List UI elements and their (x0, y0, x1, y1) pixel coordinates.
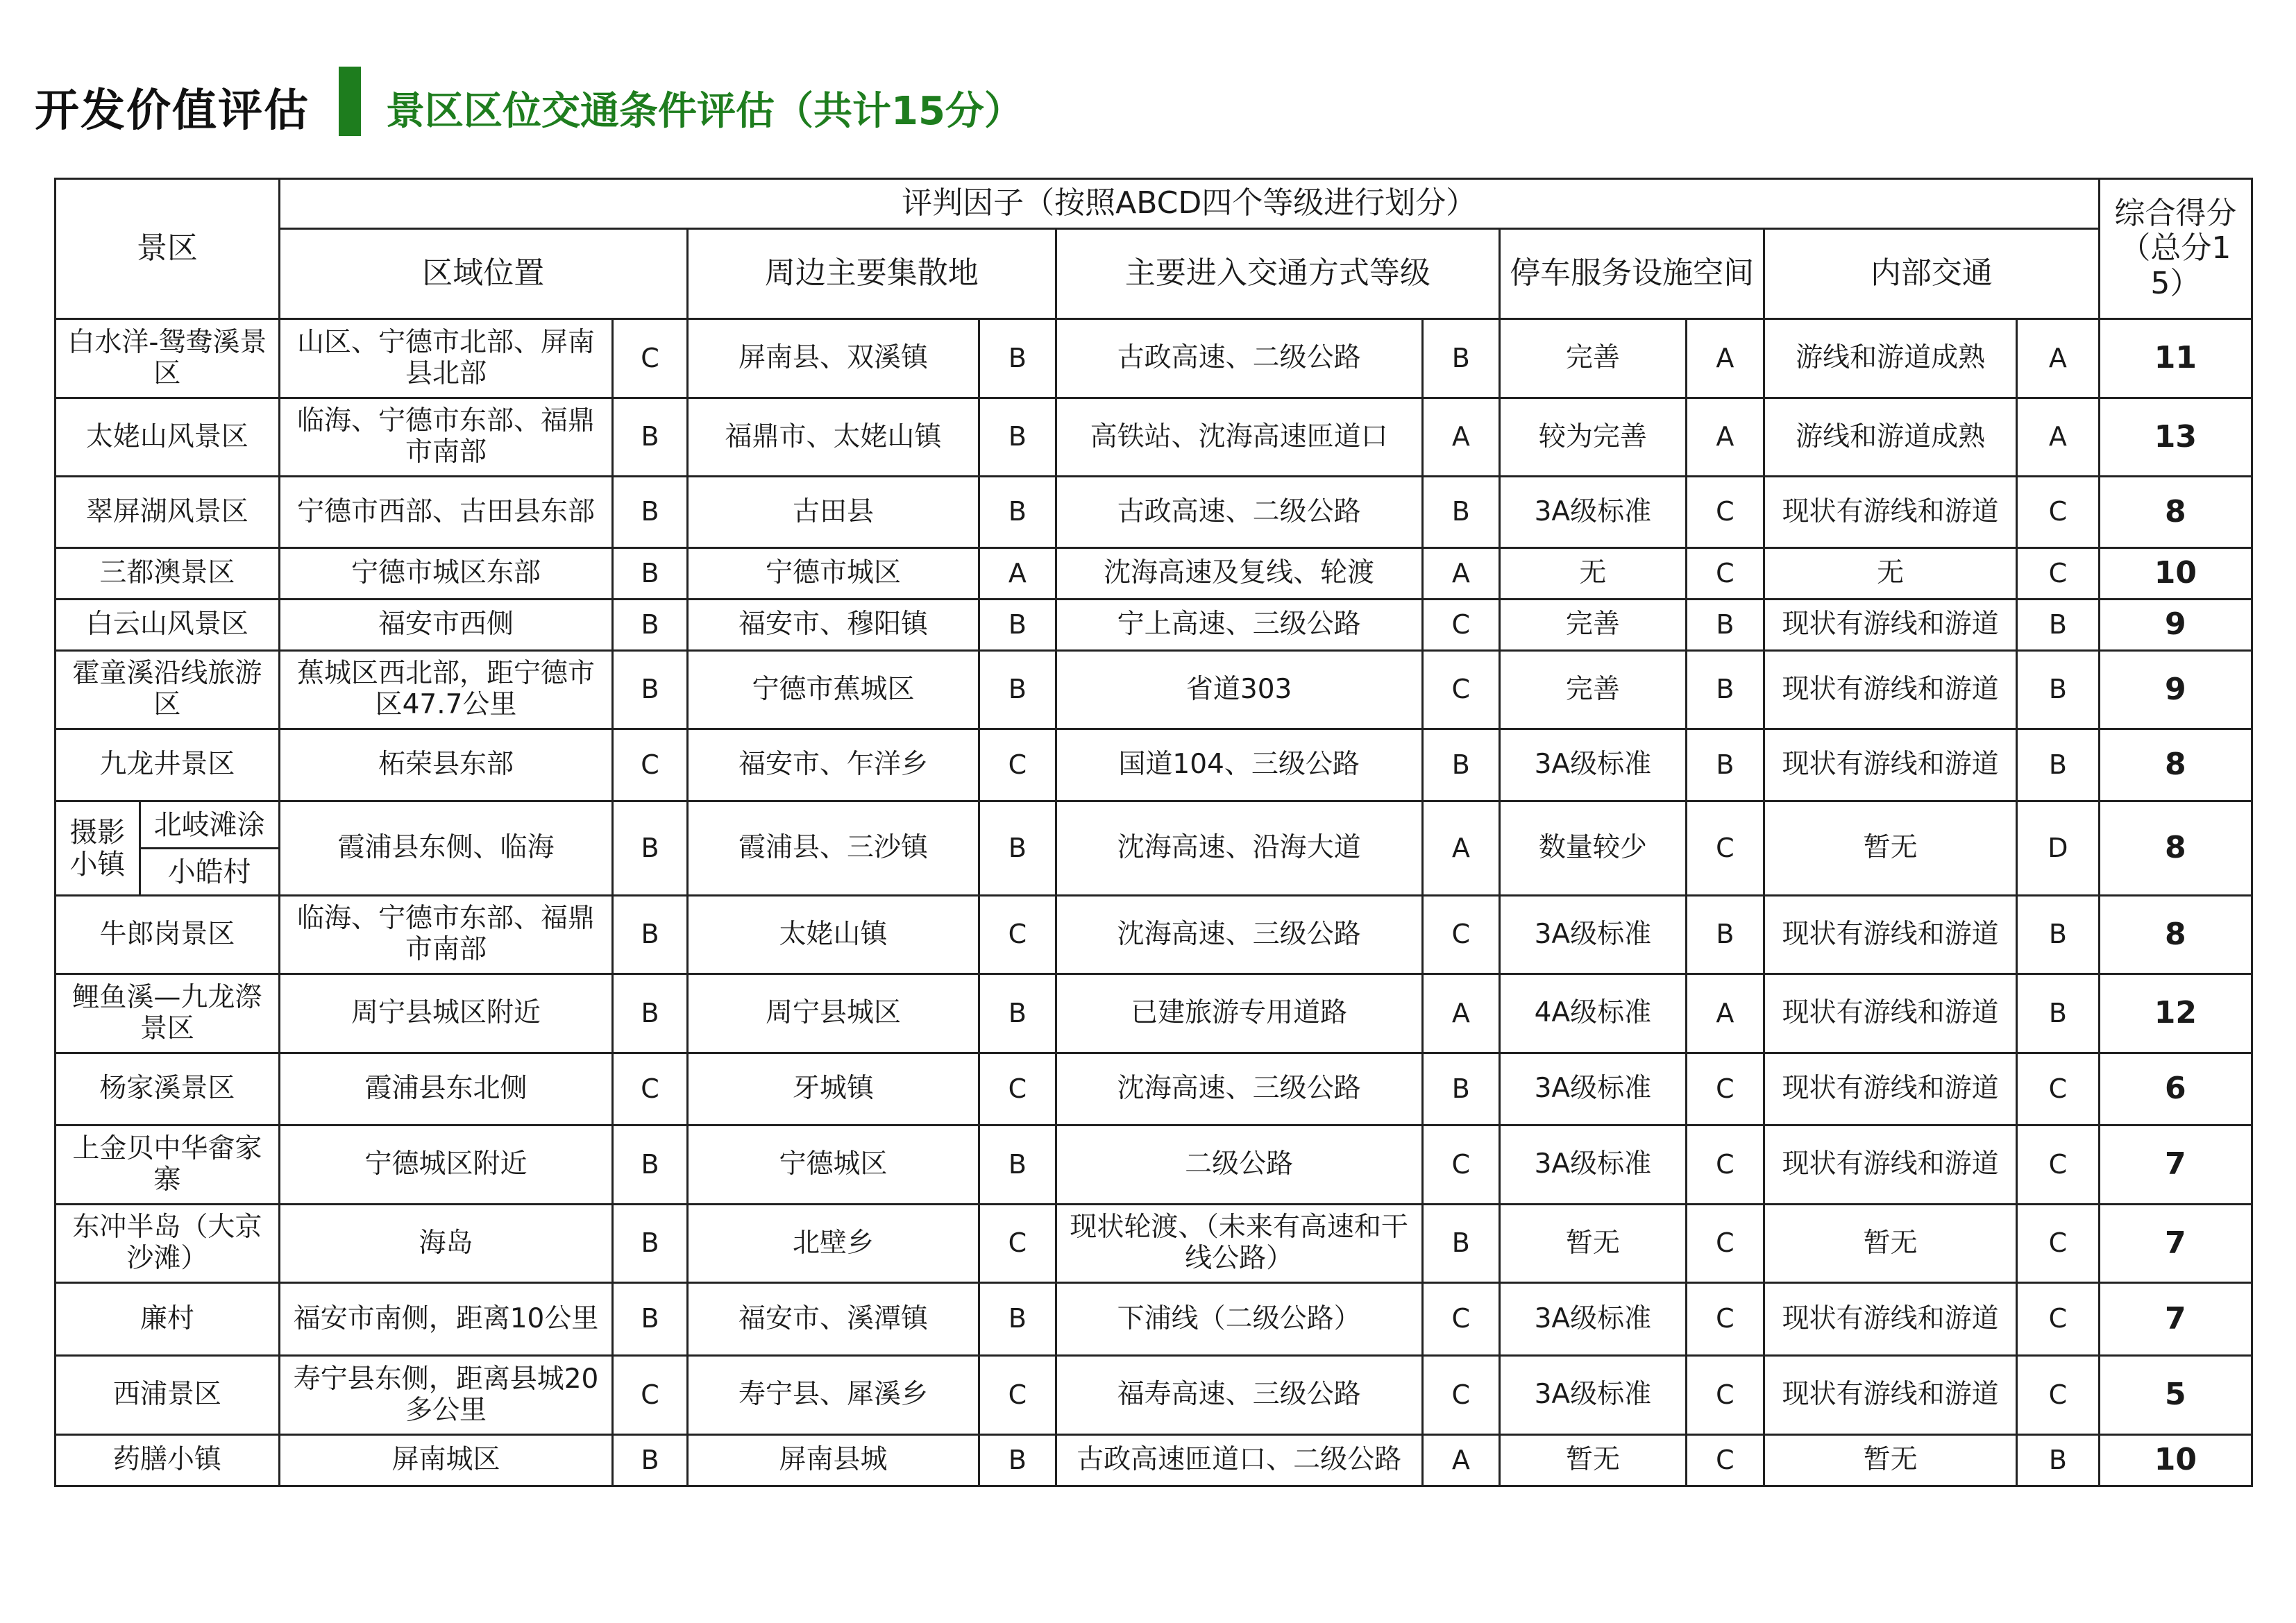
parking-grade: A (1686, 319, 1764, 398)
access-cell: 省道303 (1056, 651, 1422, 729)
distribution-grade: B (979, 651, 1056, 729)
location-grade: B (613, 1283, 688, 1356)
table-row (56, 974, 2252, 1053)
table-row (56, 398, 2252, 477)
score-cell: 8 (2099, 729, 2252, 801)
location-cell: 福安市西侧 (279, 600, 613, 651)
distribution-cell: 宁德城区 (687, 1125, 979, 1205)
distribution-cell: 福安市、穆阳镇 (687, 600, 979, 651)
internal-cell: 现状有游线和游道 (1764, 1125, 2017, 1205)
parking-cell: 无 (1500, 548, 1686, 600)
access-grade: B (1422, 477, 1500, 548)
internal-cell: 现状有游线和游道 (1764, 729, 2017, 801)
table-row (56, 1435, 2252, 1486)
col-header-distribution: 周边主要集散地 (687, 229, 1056, 319)
scenic-name: 白云山风景区 (56, 600, 280, 651)
location-grade: B (613, 398, 688, 477)
location-cell: 蕉城区西北部，距宁德市区47.7公里 (279, 651, 613, 729)
table-row (56, 1205, 2252, 1283)
parking-cell: 数量较少 (1500, 801, 1686, 896)
location-grade: B (613, 896, 688, 974)
parking-grade: C (1686, 548, 1764, 600)
location-cell: 临海、宁德市东部、福鼎市南部 (279, 896, 613, 974)
internal-cell: 暂无 (1764, 801, 2017, 896)
access-cell: 高铁站、沈海高速匝道口 (1056, 398, 1422, 477)
internal-cell: 现状有游线和游道 (1764, 651, 2017, 729)
access-cell: 古政高速匝道口、二级公路 (1056, 1435, 1422, 1486)
access-cell: 国道104、三级公路 (1056, 729, 1422, 801)
table-row (56, 896, 2252, 974)
access-cell: 沈海高速、三级公路 (1056, 1053, 1422, 1125)
location-cell: 周宁县城区附近 (279, 974, 613, 1053)
scenic-name: 九龙井景区 (56, 729, 280, 801)
distribution-grade: B (979, 801, 1056, 896)
location-grade: C (613, 319, 688, 398)
score-cell: 8 (2099, 896, 2252, 974)
internal-grade: C (2017, 1283, 2100, 1356)
distribution-cell: 屏南县、双溪镇 (687, 319, 979, 398)
internal-grade: C (2017, 477, 2100, 548)
access-grade: C (1422, 600, 1500, 651)
internal-cell: 现状有游线和游道 (1764, 600, 2017, 651)
access-cell: 已建旅游专用道路 (1056, 974, 1422, 1053)
table-row (56, 319, 2252, 398)
access-grade: B (1422, 729, 1500, 801)
access-grade: A (1422, 1435, 1500, 1486)
scenic-name: 杨家溪景区 (56, 1053, 280, 1125)
distribution-cell: 福安市、乍洋乡 (687, 729, 979, 801)
internal-cell: 游线和游道成熟 (1764, 319, 2017, 398)
distribution-grade: C (979, 1053, 1056, 1125)
score-cell: 7 (2099, 1205, 2252, 1283)
access-grade: B (1422, 319, 1500, 398)
scenic-name: 白水洋-鸳鸯溪景区 (56, 319, 280, 398)
distribution-cell: 牙城镇 (687, 1053, 979, 1125)
table-row (56, 548, 2252, 600)
internal-grade: A (2017, 398, 2100, 477)
internal-grade: C (2017, 1205, 2100, 1283)
col-header-score: 综合得分（总分15） (2099, 179, 2252, 319)
distribution-cell: 太姥山镇 (687, 896, 979, 974)
parking-grade: A (1686, 974, 1764, 1053)
internal-grade: B (2017, 896, 2100, 974)
parking-grade: C (1686, 1125, 1764, 1205)
location-grade: B (613, 974, 688, 1053)
distribution-grade: B (979, 398, 1056, 477)
parking-cell: 完善 (1500, 600, 1686, 651)
col-header-parking: 停车服务设施空间 (1500, 229, 1764, 319)
internal-grade: A (2017, 319, 2100, 398)
score-cell: 6 (2099, 1053, 2252, 1125)
location-grade: B (613, 600, 688, 651)
parking-cell: 暂无 (1500, 1205, 1686, 1283)
location-cell: 山区、宁德市北部、屏南县北部 (279, 319, 613, 398)
table-row (56, 1283, 2252, 1356)
distribution-cell: 宁德市蕉城区 (687, 651, 979, 729)
location-cell: 柘荣县东部 (279, 729, 613, 801)
page-title: 开发价值评估 (35, 85, 310, 137)
access-cell: 宁上高速、三级公路 (1056, 600, 1422, 651)
distribution-cell: 北壁乡 (687, 1205, 979, 1283)
distribution-grade: B (979, 974, 1056, 1053)
header-row-2 (56, 229, 2252, 319)
location-cell: 福安市南侧，距离10公里 (279, 1283, 613, 1356)
table-body (56, 179, 2252, 1486)
score-cell: 9 (2099, 651, 2252, 729)
col-header-location: 区域位置 (279, 229, 687, 319)
scenic-name: 上金贝中华畲家寨 (56, 1125, 280, 1205)
access-grade: C (1422, 651, 1500, 729)
table-row (56, 477, 2252, 548)
internal-grade: B (2017, 1435, 2100, 1486)
scenic-name: 太姥山风景区 (56, 398, 280, 477)
title-accent-bar (339, 67, 361, 136)
score-cell: 10 (2099, 548, 2252, 600)
scenic-name: 牛郎岗景区 (56, 896, 280, 974)
internal-grade: C (2017, 1356, 2100, 1435)
parking-grade: A (1686, 398, 1764, 477)
distribution-cell: 寿宁县、犀溪乡 (687, 1356, 979, 1435)
internal-grade: B (2017, 974, 2100, 1053)
score-cell: 12 (2099, 974, 2252, 1053)
internal-cell: 现状有游线和游道 (1764, 477, 2017, 548)
internal-cell: 暂无 (1764, 1435, 2017, 1486)
location-grade: B (613, 1125, 688, 1205)
parking-cell: 完善 (1500, 651, 1686, 729)
score-cell: 8 (2099, 801, 2252, 896)
table-row (56, 1053, 2252, 1125)
scenic-name: 西浦景区 (56, 1356, 280, 1435)
score-cell: 9 (2099, 600, 2252, 651)
location-cell: 寿宁县东侧，距离县城20多公里 (279, 1356, 613, 1435)
table-row (56, 651, 2252, 729)
access-cell: 沈海高速及复线、轮渡 (1056, 548, 1422, 600)
scenic-name: 小皓村 (140, 849, 279, 896)
score-cell: 11 (2099, 319, 2252, 398)
access-grade: B (1422, 1053, 1500, 1125)
access-grade: C (1422, 1125, 1500, 1205)
internal-grade: B (2017, 729, 2100, 801)
parking-grade: C (1686, 1356, 1764, 1435)
score-cell: 7 (2099, 1125, 2252, 1205)
distribution-grade: B (979, 477, 1056, 548)
access-cell: 现状轮渡、（未来有高速和干线公路） (1056, 1205, 1422, 1283)
access-grade: A (1422, 974, 1500, 1053)
access-cell: 古政高速、二级公路 (1056, 319, 1422, 398)
scenic-name: 鲤鱼溪—九龙漈景区 (56, 974, 280, 1053)
access-cell: 下浦线（二级公路） (1056, 1283, 1422, 1356)
parking-grade: B (1686, 651, 1764, 729)
location-grade: B (613, 548, 688, 600)
access-cell: 沈海高速、沿海大道 (1056, 801, 1422, 896)
internal-grade: B (2017, 600, 2100, 651)
distribution-cell: 福安市、溪潭镇 (687, 1283, 979, 1356)
scenic-name: 药膳小镇 (56, 1435, 280, 1486)
location-cell: 宁德城区附近 (279, 1125, 613, 1205)
access-grade: A (1422, 801, 1500, 896)
parking-cell: 3A级标准 (1500, 477, 1686, 548)
distribution-grade: B (979, 1435, 1056, 1486)
access-grade: A (1422, 398, 1500, 477)
location-cell: 宁德市西部、古田县东部 (279, 477, 613, 548)
table-row (56, 1125, 2252, 1205)
distribution-grade: B (979, 319, 1056, 398)
parking-cell: 3A级标准 (1500, 1053, 1686, 1125)
parking-cell: 3A级标准 (1500, 1283, 1686, 1356)
scenic-name: 东冲半岛（大京沙滩） (56, 1205, 280, 1283)
parking-cell: 3A级标准 (1500, 896, 1686, 974)
distribution-grade: C (979, 896, 1056, 974)
scenic-name: 北岐滩涂 (140, 801, 279, 849)
location-cell: 霞浦县东侧、临海 (279, 801, 613, 896)
internal-grade: D (2017, 801, 2100, 896)
table-row (56, 600, 2252, 651)
internal-cell: 现状有游线和游道 (1764, 1283, 2017, 1356)
parking-cell: 4A级标准 (1500, 974, 1686, 1053)
col-header-access: 主要进入交通方式等级 (1056, 229, 1499, 319)
scenic-name: 三都澳景区 (56, 548, 280, 600)
table-row (56, 729, 2252, 801)
parking-grade: B (1686, 600, 1764, 651)
parking-grade: C (1686, 801, 1764, 896)
scenic-name: 廉村 (56, 1283, 280, 1356)
location-cell: 霞浦县东北侧 (279, 1053, 613, 1125)
location-cell: 宁德市城区东部 (279, 548, 613, 600)
access-grade: A (1422, 548, 1500, 600)
location-grade: C (613, 729, 688, 801)
distribution-cell: 周宁县城区 (687, 974, 979, 1053)
distribution-cell: 霞浦县、三沙镇 (687, 801, 979, 896)
internal-cell: 现状有游线和游道 (1764, 974, 2017, 1053)
location-grade: B (613, 1205, 688, 1283)
internal-cell: 现状有游线和游道 (1764, 1053, 2017, 1125)
distribution-cell: 福鼎市、太姥山镇 (687, 398, 979, 477)
parking-grade: C (1686, 1205, 1764, 1283)
access-cell: 二级公路 (1056, 1125, 1422, 1205)
access-cell: 沈海高速、三级公路 (1056, 896, 1422, 974)
distribution-grade: B (979, 1125, 1056, 1205)
parking-cell: 较为完善 (1500, 398, 1686, 477)
parking-cell: 暂无 (1500, 1435, 1686, 1486)
parking-cell: 3A级标准 (1500, 1356, 1686, 1435)
internal-cell: 暂无 (1764, 1205, 2017, 1283)
location-grade: B (613, 651, 688, 729)
access-grade: B (1422, 1205, 1500, 1283)
access-cell: 古政高速、二级公路 (1056, 477, 1422, 548)
parking-grade: C (1686, 477, 1764, 548)
distribution-grade: C (979, 1356, 1056, 1435)
internal-cell: 现状有游线和游道 (1764, 896, 2017, 974)
location-grade: C (613, 1356, 688, 1435)
access-grade: C (1422, 896, 1500, 974)
location-cell: 临海、宁德市东部、福鼎市南部 (279, 398, 613, 477)
scenic-name: 翠屏湖风景区 (56, 477, 280, 548)
location-grade: B (613, 477, 688, 548)
location-grade: B (613, 1435, 688, 1486)
parking-grade: C (1686, 1053, 1764, 1125)
distribution-grade: C (979, 729, 1056, 801)
parking-cell: 3A级标准 (1500, 729, 1686, 801)
score-cell: 10 (2099, 1435, 2252, 1486)
location-grade: B (613, 801, 688, 896)
col-header-internal: 内部交通 (1764, 229, 2100, 319)
access-grade: C (1422, 1356, 1500, 1435)
internal-grade: C (2017, 548, 2100, 600)
internal-grade: C (2017, 1053, 2100, 1125)
distribution-cell: 宁德市城区 (687, 548, 979, 600)
header-row-1 (56, 179, 2252, 229)
score-cell: 8 (2099, 477, 2252, 548)
score-cell: 13 (2099, 398, 2252, 477)
parking-cell: 3A级标准 (1500, 1125, 1686, 1205)
internal-cell: 无 (1764, 548, 2017, 600)
parking-grade: C (1686, 1435, 1764, 1486)
internal-cell: 现状有游线和游道 (1764, 1356, 2017, 1435)
col-header-factors: 评判因子（按照ABCD四个等级进行划分） (279, 179, 2099, 229)
access-cell: 福寿高速、三级公路 (1056, 1356, 1422, 1435)
col-header-scenic: 景区 (56, 179, 280, 319)
access-grade: C (1422, 1283, 1500, 1356)
internal-cell: 游线和游道成熟 (1764, 398, 2017, 477)
distribution-cell: 古田县 (687, 477, 979, 548)
scenic-name: 霍童溪沿线旅游区 (56, 651, 280, 729)
location-cell: 海岛 (279, 1205, 613, 1283)
evaluation-table (54, 178, 2253, 1487)
table-row (56, 1356, 2252, 1435)
distribution-grade: C (979, 1205, 1056, 1283)
page-subtitle: 景区区位交通条件评估（共计15分） (386, 89, 1023, 134)
distribution-grade: B (979, 1283, 1056, 1356)
photo-town-label: 摄影小镇 (56, 801, 140, 896)
parking-grade: B (1686, 729, 1764, 801)
score-cell: 5 (2099, 1356, 2252, 1435)
distribution-cell: 屏南县城 (687, 1435, 979, 1486)
table-row (56, 801, 2252, 849)
distribution-grade: B (979, 600, 1056, 651)
internal-grade: B (2017, 651, 2100, 729)
parking-grade: C (1686, 1283, 1764, 1356)
location-cell: 屏南城区 (279, 1435, 613, 1486)
distribution-grade: A (979, 548, 1056, 600)
location-grade: C (613, 1053, 688, 1125)
parking-grade: B (1686, 896, 1764, 974)
parking-cell: 完善 (1500, 319, 1686, 398)
score-cell: 7 (2099, 1283, 2252, 1356)
internal-grade: C (2017, 1125, 2100, 1205)
